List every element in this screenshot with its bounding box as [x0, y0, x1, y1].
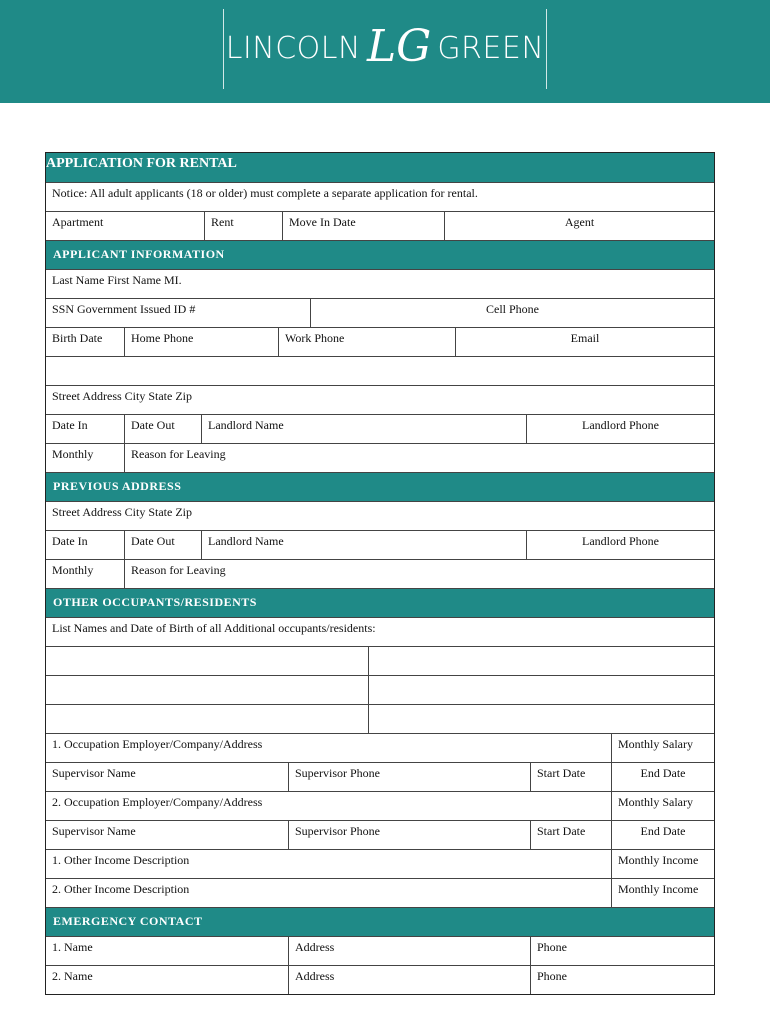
occupants-list-row: [46, 617, 714, 646]
emergency1-row: [46, 936, 714, 965]
applicant-street-row: [46, 385, 714, 414]
start-date1-field[interactable]: Start Date: [530, 763, 611, 791]
agent-field[interactable]: Agent: [444, 212, 714, 240]
logo-divider-right: [546, 9, 547, 89]
applicant-name-field[interactable]: Last Name First Name MI.: [52, 273, 182, 287]
occupant-dob-field[interactable]: [368, 647, 714, 675]
notice-text: Notice: All adult applicants (18 or older) must complete a separate application for rental.: [52, 186, 478, 200]
street-address-field[interactable]: Street Address City State Zip: [52, 389, 192, 403]
supervisor-name2-field[interactable]: Supervisor Name: [52, 824, 136, 838]
logo-word-left: LINCOLN: [225, 31, 361, 66]
occupant-row: [46, 646, 714, 675]
other-income2-field[interactable]: 2. Other Income Description: [52, 882, 190, 896]
end-date2-field[interactable]: End Date: [611, 821, 714, 849]
monthly-salary1-field[interactable]: Monthly Salary: [611, 734, 714, 762]
emergency-name2-field[interactable]: 2. Name: [52, 969, 93, 983]
monthly-salary2-field[interactable]: Monthly Salary: [611, 792, 714, 820]
applicant-contact-row: [46, 327, 714, 356]
cell-phone-field[interactable]: Cell Phone: [310, 299, 714, 327]
blank-field[interactable]: [46, 357, 714, 385]
occupant-name-field[interactable]: [46, 647, 368, 675]
occupation2-field[interactable]: 2. Occupation Employer/Company/Address: [52, 795, 263, 809]
rental-application-form: [45, 152, 715, 995]
applicant-information-header: APPLICANT INFORMATION: [46, 240, 714, 269]
supervisor2-row: [46, 820, 714, 849]
applicant-blank-row: [46, 356, 714, 385]
emergency-address2-field[interactable]: Address: [288, 966, 530, 994]
monthly-income1-field[interactable]: Monthly Income: [611, 850, 714, 878]
notice-row: [46, 182, 714, 211]
landlord-name-field[interactable]: Landlord Name: [201, 415, 526, 443]
emergency-contact-header: EMERGENCY CONTACT: [46, 907, 714, 936]
logo-monogram: LG: [366, 20, 432, 72]
monthly-field[interactable]: Monthly: [52, 447, 94, 461]
monthly-income2-field[interactable]: Monthly Income: [611, 879, 714, 907]
previous-street-row: [46, 501, 714, 530]
previous-landlord-phone-field[interactable]: Landlord Phone: [526, 531, 714, 559]
date-in-field[interactable]: Date In: [52, 418, 88, 432]
emergency-phone1-field[interactable]: Phone: [530, 937, 714, 965]
top-info-row: [46, 211, 714, 240]
applicant-landlord-row: [46, 414, 714, 443]
occupant-name-field[interactable]: [46, 705, 368, 733]
previous-date-out-field[interactable]: Date Out: [124, 531, 201, 559]
work-phone-field[interactable]: Work Phone: [278, 328, 455, 356]
occupation1-row: [46, 733, 714, 762]
occupants-list-label: List Names and Date of Birth of all Additional occupants/residents:: [52, 621, 376, 635]
form-title: APPLICATION FOR RENTAL: [46, 153, 714, 182]
previous-monthly-field[interactable]: Monthly: [52, 563, 94, 577]
landlord-phone-field[interactable]: Landlord Phone: [526, 415, 714, 443]
previous-address-header: PREVIOUS ADDRESS: [46, 472, 714, 501]
date-out-field[interactable]: Date Out: [124, 415, 201, 443]
previous-date-in-field[interactable]: Date In: [52, 534, 88, 548]
previous-street-address-field[interactable]: Street Address City State Zip: [52, 505, 192, 519]
emergency2-row: [46, 965, 714, 994]
previous-landlord-name-field[interactable]: Landlord Name: [201, 531, 526, 559]
occupant-dob-field[interactable]: [368, 676, 714, 704]
applicant-monthly-row: [46, 443, 714, 472]
previous-monthly-row: [46, 559, 714, 588]
other-occupants-header: OTHER OCCUPANTS/RESIDENTS: [46, 588, 714, 617]
supervisor1-row: [46, 762, 714, 791]
end-date1-field[interactable]: End Date: [611, 763, 714, 791]
emergency-name1-field[interactable]: 1. Name: [52, 940, 93, 954]
email-field[interactable]: Email: [455, 328, 714, 356]
previous-reason-for-leaving-field[interactable]: Reason for Leaving: [124, 560, 714, 588]
supervisor-name1-field[interactable]: Supervisor Name: [52, 766, 136, 780]
occupant-name-field[interactable]: [46, 676, 368, 704]
occupant-dob-field[interactable]: [368, 705, 714, 733]
move-in-date-field[interactable]: Move In Date: [282, 212, 444, 240]
home-phone-field[interactable]: Home Phone: [124, 328, 278, 356]
start-date2-field[interactable]: Start Date: [530, 821, 611, 849]
occupant-row: [46, 704, 714, 733]
other-income2-row: [46, 878, 714, 907]
rent-field[interactable]: Rent: [204, 212, 282, 240]
brand-logo: [0, 0, 770, 103]
occupation1-field[interactable]: 1. Occupation Employer/Company/Address: [52, 737, 263, 751]
other-income1-row: [46, 849, 714, 878]
occupant-row: [46, 675, 714, 704]
ssn-field[interactable]: SSN Government Issued ID #: [52, 302, 196, 316]
logo-word-right: GREEN: [437, 31, 545, 66]
occupation2-row: [46, 791, 714, 820]
emergency-phone2-field[interactable]: Phone: [530, 966, 714, 994]
applicant-name-row: [46, 269, 714, 298]
apartment-field[interactable]: Apartment: [52, 215, 104, 229]
applicant-ssn-row: [46, 298, 714, 327]
emergency-address1-field[interactable]: Address: [288, 937, 530, 965]
birth-date-field[interactable]: Birth Date: [52, 331, 103, 345]
supervisor-phone1-field[interactable]: Supervisor Phone: [288, 763, 530, 791]
supervisor-phone2-field[interactable]: Supervisor Phone: [288, 821, 530, 849]
reason-for-leaving-field[interactable]: Reason for Leaving: [124, 444, 714, 472]
other-income1-field[interactable]: 1. Other Income Description: [52, 853, 190, 867]
previous-landlord-row: [46, 530, 714, 559]
